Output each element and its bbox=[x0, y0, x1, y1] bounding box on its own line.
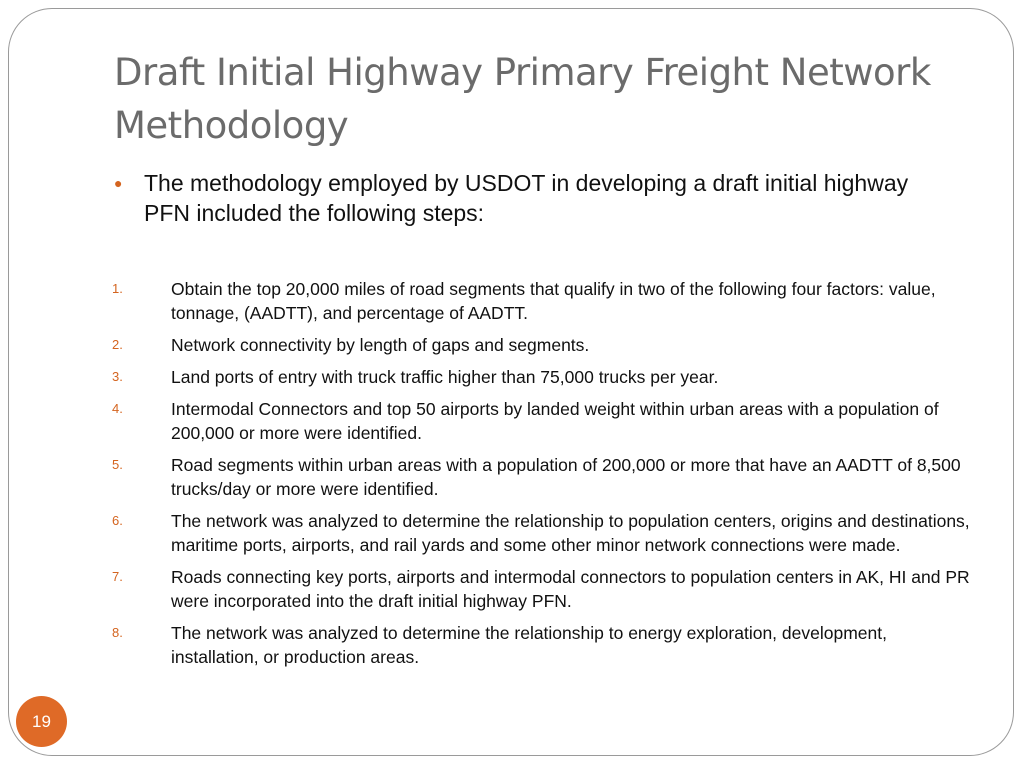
step-text: Road segments within urban areas with a population of 200,000 or more that have an AADTT of 8,500 trucks/day or more were identified. bbox=[171, 455, 961, 499]
slide-title: Draft Initial Highway Primary Freight Network Methodology bbox=[114, 51, 931, 147]
step-item bbox=[112, 621, 972, 669]
step-text: Roads connecting key ports, airports and intermodal connectors to population centers in AK, HI and PR were incorporated into the draft initial highway PFN. bbox=[171, 567, 970, 611]
steps-list bbox=[112, 277, 972, 677]
step-number: 5. bbox=[112, 457, 123, 472]
step-number: 7. bbox=[112, 569, 123, 584]
step-text: Land ports of entry with truck traffic higher than 75,000 trucks per year. bbox=[171, 367, 719, 387]
step-item bbox=[112, 277, 972, 325]
intro-text: The methodology employed by USDOT in developing a draft initial highway PFN included the following steps: bbox=[144, 170, 909, 226]
step-text: Network connectivity by length of gaps and segments. bbox=[171, 335, 590, 355]
step-number: 2. bbox=[112, 337, 123, 352]
step-item bbox=[112, 453, 972, 501]
step-number: 8. bbox=[112, 625, 123, 640]
step-item bbox=[112, 333, 972, 357]
step-item bbox=[112, 365, 972, 389]
step-item bbox=[112, 565, 972, 613]
step-text: The network was analyzed to determine the relationship to energy exploration, development, installation, or production areas. bbox=[171, 623, 887, 667]
bullet-icon: ● bbox=[114, 175, 123, 191]
step-item bbox=[112, 509, 972, 557]
intro-bullet bbox=[114, 168, 934, 228]
step-item bbox=[112, 397, 972, 445]
step-number: 3. bbox=[112, 369, 123, 384]
step-text: Obtain the top 20,000 miles of road segments that qualify in two of the following four factors: value, tonnage, (AADTT), and percentage of AADTT. bbox=[171, 279, 936, 323]
step-number: 4. bbox=[112, 401, 123, 416]
step-number: 1. bbox=[112, 281, 123, 296]
step-text: Intermodal Connectors and top 50 airports by landed weight within urban areas with a population of 200,000 or more were identified. bbox=[171, 399, 939, 443]
step-text: The network was analyzed to determine the relationship to population centers, origins and destinations, maritime ports, airports, and rail yards and some other minor network connections were made. bbox=[171, 511, 970, 555]
page-number-badge: 19 bbox=[16, 696, 67, 747]
step-number: 6. bbox=[112, 513, 123, 528]
